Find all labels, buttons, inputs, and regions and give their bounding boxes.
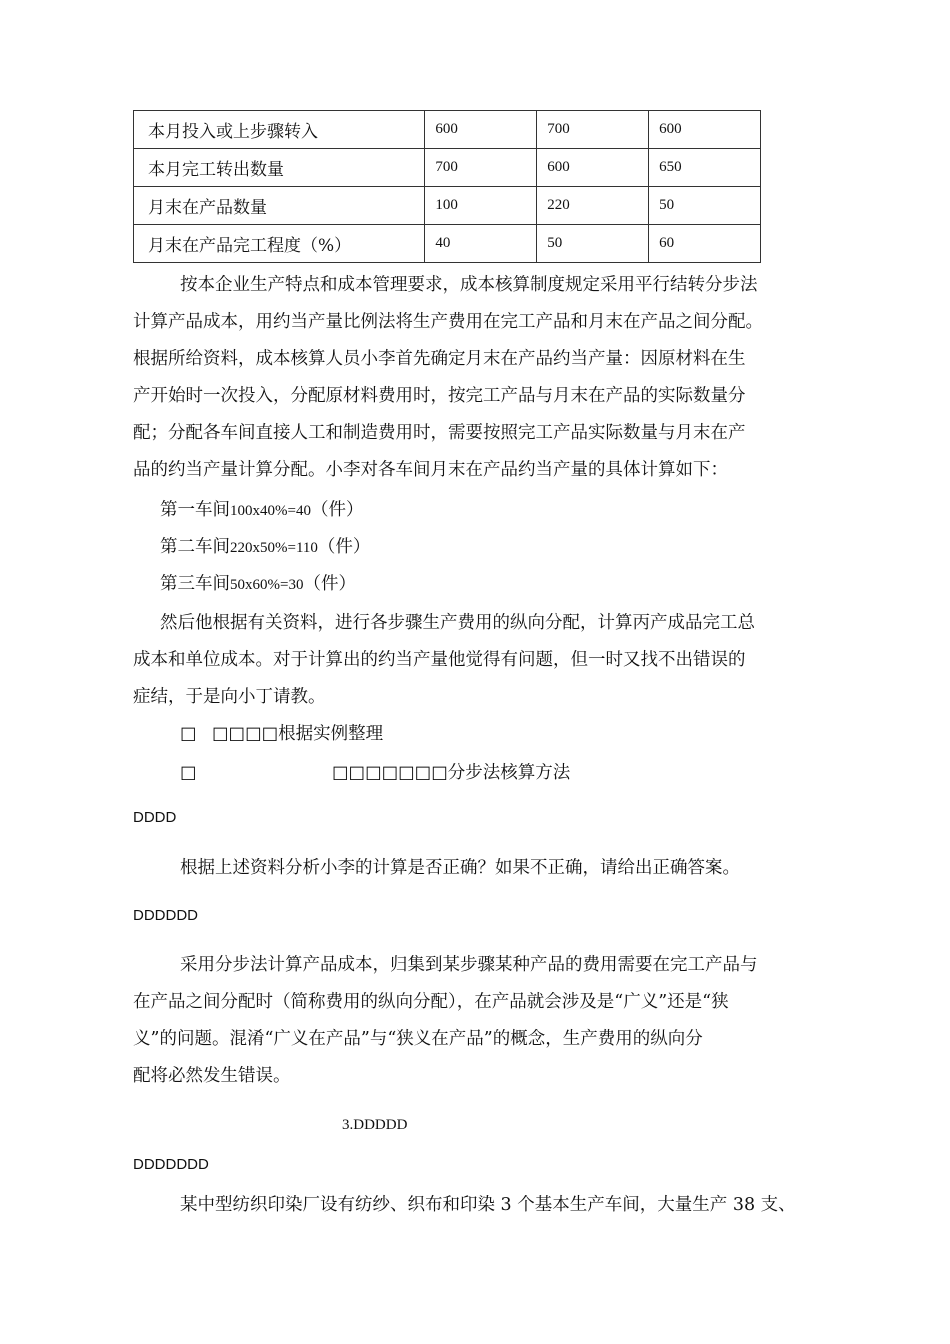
paragraph-line: 在产品之间分配时（简称费用的纵向分配），在产品就会涉及是“广义”还是“狭 [133, 992, 729, 1012]
table-cell: 50 [649, 187, 761, 225]
table-cell: 700 [537, 111, 649, 149]
row-label: 本月投入或上步骤转入 [134, 111, 425, 149]
section-heading: DDDDDDD [133, 1156, 209, 1173]
paragraph-line: 计算产品成本，用约当产量比例法将生产费用在完工产品和月末在产品之间分配。 [133, 312, 763, 332]
section-number-text: 3.DDDDD [342, 1117, 408, 1133]
calc-unit: （件） [303, 574, 356, 594]
paragraph-line: 症结，于是向小丁请教。 [133, 687, 326, 707]
row-label: 月末在产品完工程度（%） [134, 225, 425, 263]
note-box: □ [180, 763, 197, 783]
table-row [134, 187, 761, 225]
calc-line [160, 498, 363, 523]
paragraph-line: 根据所给资料，成本核算人员小李首先确定月末在产品约当产量：因原材料在生 [133, 349, 746, 369]
workshop-name: 第二车间 [160, 537, 230, 557]
table-cell: 650 [649, 149, 761, 187]
table-cell: 600 [649, 111, 761, 149]
calc-line [160, 572, 356, 597]
table-row [134, 225, 761, 263]
paragraph-line: 品的约当产量计算分配。小李对各车间月末在产品约当产量的具体计算如下： [133, 460, 728, 480]
paragraph-line: 成本和单位成本。对于计算出的约当产量他觉得有问题，但一时又找不出错误的 [133, 650, 746, 670]
calc-unit: （件） [317, 537, 371, 557]
calc-expression: 220x50%=110 [230, 540, 318, 556]
paragraph-line: 配将必然发生错误。 [133, 1066, 291, 1086]
table-row [134, 111, 761, 149]
row-label: 月末在产品数量 [134, 187, 425, 225]
table-cell: 700 [425, 149, 537, 187]
row-label: 本月完工转出数量 [134, 149, 425, 187]
table-cell: 220 [537, 187, 649, 225]
calc-line [160, 535, 370, 560]
workshop-name: 第三车间 [160, 574, 230, 594]
section-heading: DDDD [133, 809, 177, 826]
workshop-name: 第一车间 [160, 500, 230, 520]
note-line: □□□□□□□分步法核算方法 [332, 763, 571, 783]
table-cell: 60 [649, 225, 761, 263]
table-row [134, 149, 761, 187]
paragraph-line: 某中型纺织印染厂设有纺纱、织布和印染 3 个基本生产车间，大量生产 38 支、 [180, 1195, 796, 1215]
paragraph-line: 产开始时一次投入，分配原材料费用时，按完工产品与月末在产品的实际数量分 [133, 386, 746, 406]
section-heading: DDDDDD [133, 907, 198, 924]
table-cell: 100 [425, 187, 537, 225]
calc-unit: （件） [310, 500, 364, 520]
paragraph-line: 采用分步法计算产品成本，归集到某步骤某种产品的费用需要在完工产品与 [180, 955, 758, 975]
table-cell: 50 [537, 225, 649, 263]
table-cell: 40 [425, 225, 537, 263]
paragraph-line: 按本企业生产特点和成本管理要求，成本核算制度规定采用平行结转分步法 [180, 275, 758, 295]
section-number [342, 1112, 407, 1137]
table-cell: 600 [425, 111, 537, 149]
production-quantity-table [133, 110, 761, 263]
note-line: □□□□根据实例整理 [212, 724, 384, 744]
calc-expression: 50x60%=30 [230, 577, 304, 593]
note-box: □ [180, 724, 197, 744]
paragraph-line: 配；分配各车间直接人工和制造费用时，需要按照完工产品实际数量与月末在产 [133, 423, 746, 443]
paragraph-line: 义”的问题。混淆“广义在产品”与“狭义在产品”的概念，生产费用的纵向分 [133, 1029, 703, 1049]
calc-expression: 100x40%=40 [230, 503, 311, 519]
table-cell: 600 [537, 149, 649, 187]
question-text: 根据上述资料分析小李的计算是否正确？如果不正确，请给出正确答案。 [180, 858, 740, 878]
paragraph-line: 然后他根据有关资料，进行各步骤生产费用的纵向分配，计算丙产成品完工总 [160, 613, 755, 633]
